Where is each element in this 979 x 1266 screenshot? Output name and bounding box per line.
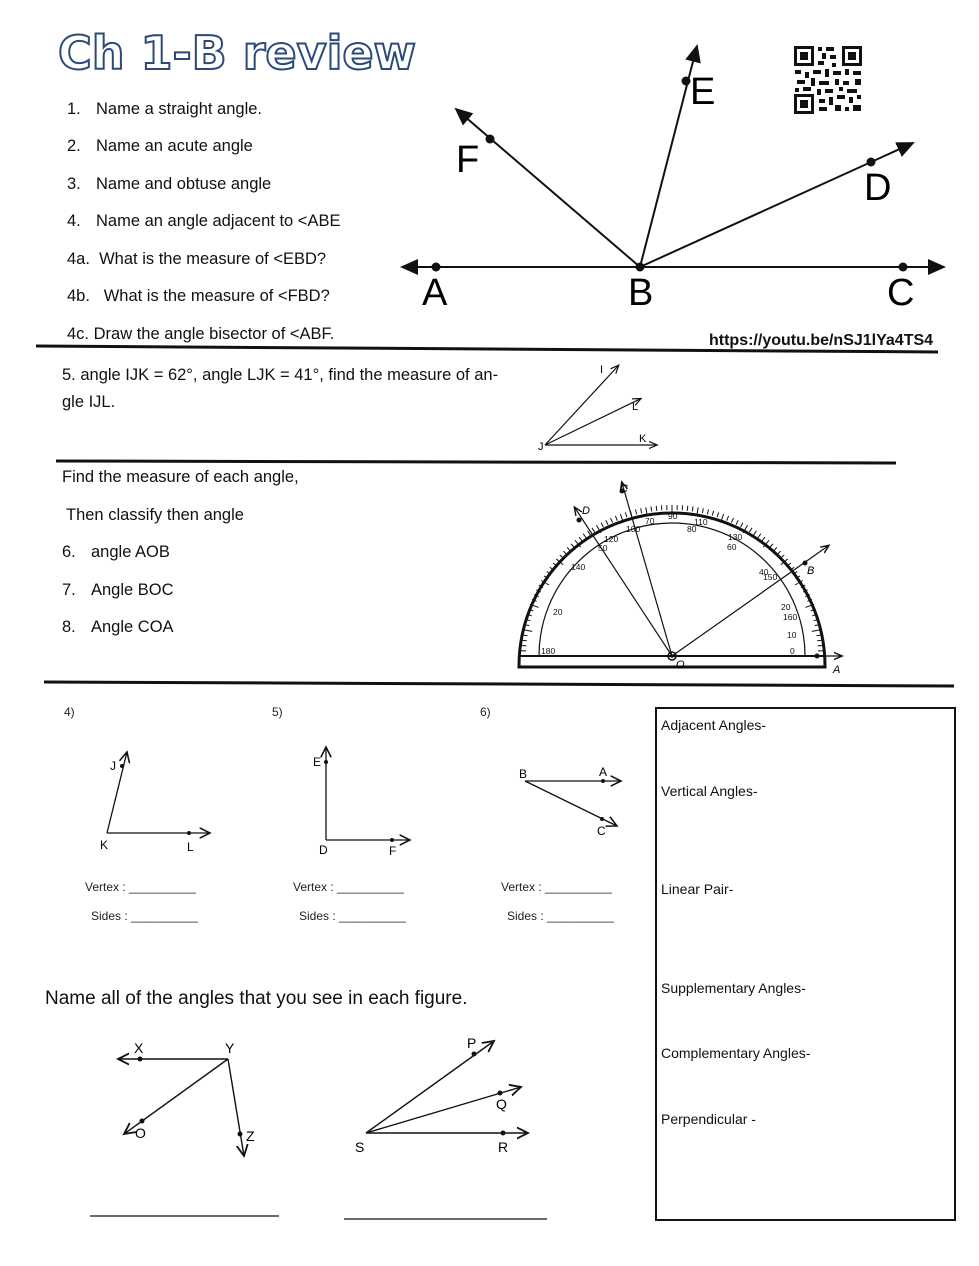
question-8: 8. Angle COA (62, 618, 174, 636)
svg-text:C: C (597, 824, 606, 838)
svg-text:L: L (187, 840, 194, 854)
svg-text:10: 10 (787, 630, 797, 640)
svg-text:90: 90 (668, 511, 678, 521)
question-3: 3. Name and obtuse angle (67, 175, 272, 193)
label-b: B (628, 272, 654, 314)
section3-intro2: Then classify then angle (66, 506, 244, 524)
svg-text:Y: Y (225, 1040, 235, 1056)
svg-text:P: P (467, 1035, 477, 1051)
svg-text:J: J (538, 441, 544, 453)
svg-text:I: I (600, 364, 604, 376)
svg-text:O: O (676, 659, 685, 671)
question-4c: 4c. Draw the angle bisector of <ABF. (67, 325, 335, 343)
svg-text:0: 0 (790, 646, 795, 656)
svg-text:180: 180 (541, 646, 556, 656)
question-5-line2: gle IJL. (62, 393, 116, 411)
svg-text:40: 40 (759, 567, 769, 577)
label-f: F (456, 139, 480, 181)
svg-text:E: E (313, 755, 322, 769)
svg-text:20: 20 (553, 607, 563, 617)
section3-intro1: Find the measure of each angle, (62, 468, 299, 486)
svg-text:S: S (355, 1139, 365, 1155)
problem-6-sides: Sides : __________ (507, 909, 614, 923)
label-d: D (864, 167, 892, 209)
svg-text:O: O (135, 1125, 146, 1141)
definition-vertical-angles: Vertical Angles- (661, 783, 758, 799)
definitions-box (655, 707, 956, 1221)
divider-1 (0, 340, 979, 360)
ray-bf (456, 109, 640, 267)
svg-text:110: 110 (694, 517, 708, 527)
problem-4-sides: Sides : __________ (91, 909, 198, 923)
label-e: E (690, 71, 716, 113)
definition-adjacent-angles: Adjacent Angles- (661, 717, 767, 733)
svg-text:C: C (620, 483, 628, 495)
divider-3 (0, 677, 979, 693)
svg-text:60: 60 (727, 542, 737, 552)
question-4a: 4a. What is the measure of <EBD? (67, 250, 327, 268)
label-a: A (422, 272, 448, 314)
problem-6-number: 6) (480, 705, 491, 719)
angle-ijk-figure (530, 358, 670, 458)
name-all-angles-prompt: Name all of the angles that you see in each figure. (45, 988, 468, 1009)
svg-text:F: F (389, 844, 397, 858)
svg-text:100: 100 (626, 524, 641, 534)
svg-text:R: R (498, 1139, 509, 1155)
svg-text:D: D (582, 505, 590, 517)
definition-complementary-angles: Complementary Angles- (661, 1045, 811, 1061)
svg-text:160: 160 (783, 612, 798, 622)
svg-text:Q: Q (496, 1096, 507, 1112)
svg-text:B: B (807, 565, 815, 577)
svg-text:50: 50 (598, 543, 608, 553)
question-4: 4. Name an angle adjacent to <ABE (67, 212, 341, 230)
vertex-sides-figures (0, 700, 640, 870)
question-7: 7. Angle BOC (62, 581, 174, 599)
svg-text:J: J (110, 759, 116, 773)
question-4b: 4b. What is the measure of <FBD? (67, 287, 330, 305)
definition-perpendicular: Perpendicular - (661, 1111, 756, 1127)
problem-5-number: 5) (272, 705, 283, 719)
svg-text:140: 140 (571, 562, 586, 572)
problem-4-number: 4) (64, 705, 75, 719)
definition-supplementary-angles: Supplementary Angles- (661, 980, 806, 996)
svg-text:Z: Z (246, 1128, 255, 1144)
svg-text:120: 120 (604, 534, 619, 544)
svg-text:150: 150 (763, 572, 778, 582)
video-link[interactable]: https://youtu.be/nSJ1lYa4TS4 (709, 332, 934, 349)
svg-text:A: A (599, 765, 608, 779)
svg-text:B: B (519, 767, 528, 781)
svg-text:130: 130 (728, 532, 743, 542)
problem-5-vertex: Vertex : __________ (293, 880, 404, 894)
angles-figure-abcdef (0, 0, 979, 350)
question-1: 1. Name a straight angle. (67, 100, 263, 118)
question-5-line1: 5. angle IJK = 62°, angle LJK = 41°, find the measure of an- (62, 366, 499, 384)
name-angles-figures (0, 1025, 640, 1235)
question-6: 6. angle AOB (62, 543, 170, 561)
definition-linear-pair: Linear Pair- (661, 881, 734, 897)
svg-text:K: K (639, 433, 647, 445)
svg-text:20: 20 (781, 602, 791, 612)
protractor-figure (505, 470, 855, 680)
problem-4-vertex: Vertex : __________ (85, 880, 196, 894)
svg-text:K: K (100, 838, 109, 852)
svg-text:X: X (134, 1040, 144, 1056)
svg-text:80: 80 (687, 524, 697, 534)
problem-5-sides: Sides : __________ (299, 909, 406, 923)
svg-text:70: 70 (645, 516, 655, 526)
svg-text:A: A (833, 664, 841, 676)
problem-6-vertex: Vertex : __________ (501, 880, 612, 894)
svg-text:D: D (319, 843, 328, 857)
page-title: Ch 1-B review (58, 26, 417, 80)
svg-text:L: L (632, 401, 639, 413)
label-c: C (887, 272, 915, 314)
question-2: 2. Name an acute angle (67, 137, 253, 155)
